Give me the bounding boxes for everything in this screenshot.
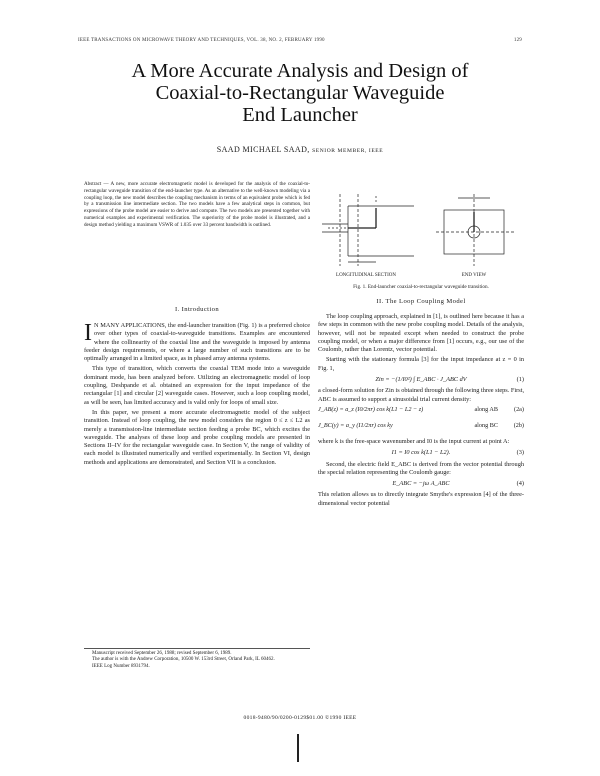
figure-label-left: LONGITUDINAL SECTION bbox=[336, 273, 396, 278]
equation-text: E_ABC = −jω A_ABC bbox=[392, 480, 450, 488]
equation-text: Zin = −(1/I0²) ∫ E_ABC · J_ABC dV bbox=[375, 376, 467, 384]
equation-number: (2b) bbox=[513, 421, 524, 429]
end-view-drawing bbox=[436, 194, 514, 266]
title-line-1: A More Accurate Analysis and Design of bbox=[131, 60, 469, 82]
section-1-body bbox=[84, 322, 310, 469]
equation-3 bbox=[318, 449, 524, 457]
section-2-heading: II. The Loop Coupling Model bbox=[376, 298, 466, 305]
footnote-line: IEEE Log Number 8931794. bbox=[92, 663, 150, 669]
paragraph: Starting with the stationary formula [3] for the input impedance at z = 0 in Fig. 1, bbox=[318, 356, 524, 372]
paragraph: This type of transition, which converts the coaxial TEM mode into a waveguide dominant mode, has been analyzed before. Utilizing an electromagnetic model of loop coupling, Deshpande et al. obtained an expression for the input impedance of the rectangular [1] and circular [2] waveguide cases. However, such a loop coupling model, as will be seen, has limited accuracy and is valid only for loops of small size. bbox=[84, 365, 310, 406]
equation-1 bbox=[318, 376, 524, 384]
section-1-heading-wrap bbox=[84, 306, 310, 314]
paragraph: In this paper, we present a more accurate electromagnetic model of the subject transition. Instead of loop coupling, the new model considers the region 0 ≤ z ≤ L2 as merely a transmission-line intermediate section feeding a probe BC, which excites the waveguide. The analyses of these loop and probe coupling models are presented in Sections II–IV for the rectangular waveguide case. In Section V, the range of validity of each model is illustrated numerically and verified experimentally. In Section VI, design methods and applications are demonstrated, and Section VII is a conclusion. bbox=[84, 408, 310, 466]
equation-number: (2a) bbox=[514, 405, 524, 413]
paragraph: a closed-form solution for Zin is obtained through the following three steps. First, ABC is assumed to support a sinusoidal trial current density: bbox=[318, 387, 525, 403]
title-line-3: End Launcher bbox=[242, 104, 358, 126]
equation-2a bbox=[318, 406, 524, 422]
equation-number: (4) bbox=[516, 480, 524, 488]
copyright-code: 0018-9480/90/0200-0129$01.00 ©1990 IEEE bbox=[243, 715, 357, 721]
section-1-heading: I. Introduction bbox=[174, 306, 220, 313]
footnote bbox=[84, 648, 310, 670]
paragraph: where k is the free-space wavenumber and I0 is the input current at point A: bbox=[318, 437, 510, 445]
figure-label-right: END VIEW bbox=[461, 273, 487, 278]
author-line bbox=[60, 145, 540, 154]
equation-condition: along BC bbox=[474, 421, 498, 429]
paper-title bbox=[60, 60, 540, 126]
equation-2b bbox=[318, 422, 524, 438]
figure-1-diagram bbox=[318, 186, 524, 278]
equation-4 bbox=[318, 480, 524, 488]
title-line-2: Coaxial-to-Rectangular Waveguide bbox=[155, 82, 445, 104]
page-number: 129 bbox=[513, 38, 522, 43]
author-grade: SENIOR MEMBER, IEEE bbox=[312, 148, 384, 154]
equation-text: J_BC(y) = a_y (I1/2πr) cos ky bbox=[318, 421, 393, 429]
equation-text: J_AB(z) = a_z (I0/2πr) cos k(L1 − L2 − z) bbox=[318, 405, 424, 413]
paragraph: The loop coupling approach, explained in [1], is outlined here because it has a few steps in common with the new probe coupling model. Details of the analysis, however, will not be repeated except when needed to construct the probe coupling model, or when a major difference from [1] occurs, e.g., our use of the Coulomb, rather than Lorentz, vector potential. bbox=[318, 313, 524, 354]
footnote-line: Manuscript received September 26, 1988; revised September 6, 1989. bbox=[92, 651, 232, 656]
author-name: SAAD MICHAEL SAAD, bbox=[216, 145, 310, 154]
section-2-heading-wrap bbox=[318, 298, 524, 306]
running-header bbox=[78, 38, 522, 43]
footnote-line: The author is with the Andrew Corporation, 10500 W. 153rd Street, Orland Park, IL 60462. bbox=[92, 657, 275, 663]
abstract: Abstract — A new, more accurate electromagnetic model is developed for the analysis of the coaxial-to-rectangular waveguide transition of the end-launcher type. As an alternative to the well-known modeling via a coupling loop, the new model describes the coupling mechanism in terms of an equivalent probe which is fed by a transmission line intermediate section. The two models have a few analytical steps in common, but expressions of the probe model are easier to derive and compute. The two models are presented together with numerical examples and experimental verification. The superiority of the probe model is illustrated, and a design method yielding a maximum VSWR of 1.035 over 33 percent bandwidth is outlined. bbox=[84, 181, 310, 228]
paragraph bbox=[84, 322, 310, 363]
equation-text: I1 = I0 cos k(L1 − L2). bbox=[391, 449, 451, 457]
figure-caption: Fig. 1. End-launcher coaxial-to-rectangular waveguide transition. bbox=[353, 284, 489, 290]
paragraph: This relation allows us to directly integrate Smythe's expression [4] of the three-dimensional vector potential bbox=[318, 491, 524, 507]
section-2-body bbox=[318, 313, 524, 510]
page-bar-divider bbox=[297, 734, 299, 762]
equation-number: (3) bbox=[516, 449, 524, 457]
longitudinal-section-drawing bbox=[322, 194, 414, 266]
journal-name: IEEE TRANSACTIONS ON MICROWAVE THEORY AND TECHNIQUES, VOL. 38, NO. 2, FEBRUARY 1990 bbox=[78, 38, 325, 43]
paragraph: Second, the electric field E_ABC is derived from the vector potential through the special relation representing the Coulomb gauge: bbox=[318, 460, 524, 476]
drop-cap: I bbox=[84, 320, 92, 346]
equation-number: (1) bbox=[516, 376, 524, 384]
paragraph-text: N MANY APPLICATIONS, the end-launcher transition (Fig. 1) is a preferred choice over other types of coaxial-to-waveguide transitions. Examples are encountered where the collinearity of the coaxial line and the waveguide is imposed by antenna feeder design requirements, or where a large number of such transitions are to be optimally arranged in a limited space, as in phased array antenna systems. bbox=[84, 322, 310, 363]
equation-condition: along AB bbox=[474, 405, 498, 413]
